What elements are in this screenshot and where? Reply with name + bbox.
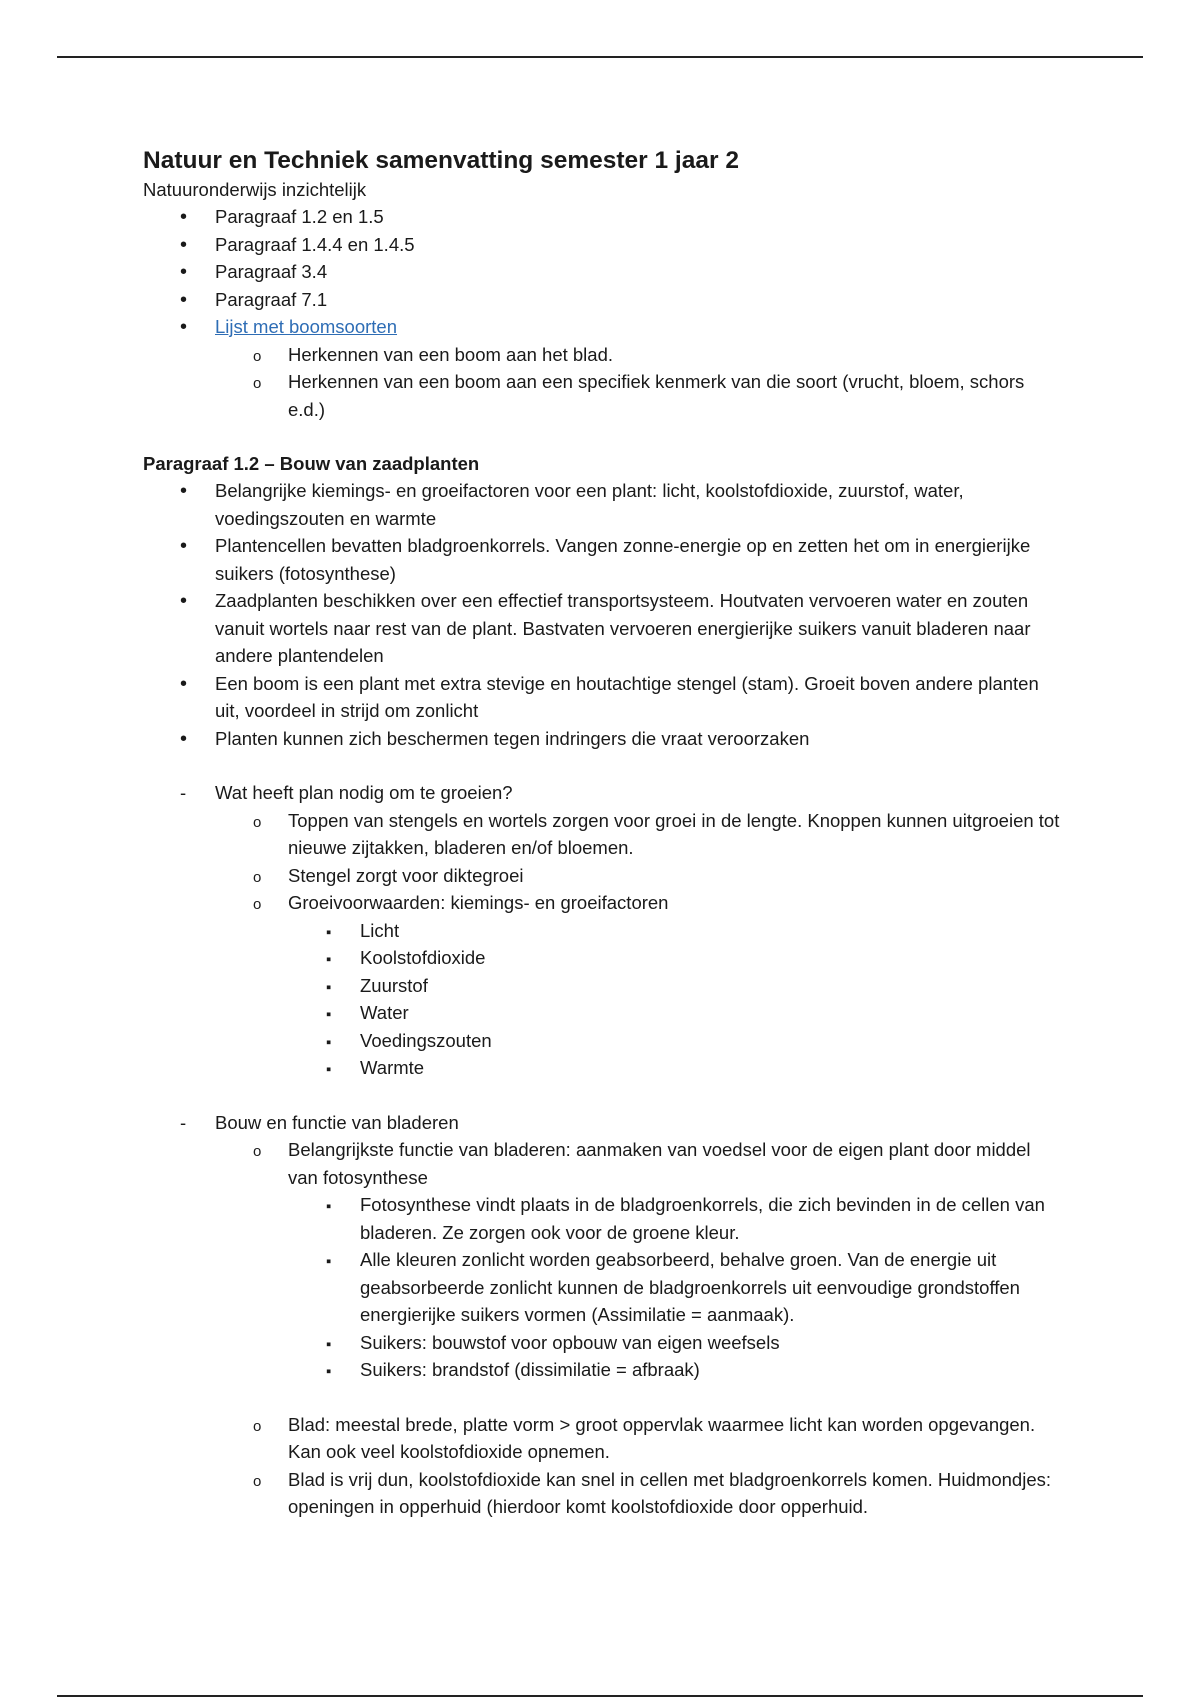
list-item: • Paragraaf 1.2 en 1.5: [143, 203, 1063, 231]
square-bullet-icon: [326, 1329, 331, 1359]
bullet-icon: [180, 286, 187, 315]
square-bullet-icon: [326, 1191, 331, 1221]
list-item: o Herkennen van een boom aan het blad.: [143, 341, 1063, 369]
circle-bullet-icon: [253, 1466, 261, 1496]
circle-bullet-icon: [253, 889, 261, 919]
bullet-icon: [180, 258, 187, 287]
list-item: ▪ Zuurstof: [143, 972, 1063, 1000]
list-item: o Groeivoorwaarden: kiemings- en groeifactoren: [143, 889, 1063, 917]
list-item: • Zaadplanten beschikken over een effectief transportsysteem. Houtvaten vervoeren water en zouten vanuit wortels naar rest van de plant. Bastvaten vervoeren energierijke suikers vanuit bladeren naar andere plantendelen: [143, 587, 1063, 670]
circle-bullet-icon: [253, 862, 261, 892]
circle-bullet-icon: [253, 368, 261, 398]
bullet-icon: [180, 670, 187, 699]
dash-icon: [180, 1109, 186, 1137]
section-heading: Paragraaf 1.2 – Bouw van zaadplanten: [143, 453, 480, 474]
list-item: ▪ Suikers: brandstof (dissimilatie = afbraak): [143, 1356, 1063, 1384]
list-item: o Belangrijkste functie van bladeren: aanmaken van voedsel voor de eigen plant door middel van fotosynthese: [143, 1136, 1063, 1191]
header-rule: [57, 56, 1143, 58]
list-item: • Planten kunnen zich beschermen tegen indringers die vraat veroorzaken: [143, 725, 1063, 753]
section-bullets: [143, 477, 1063, 752]
list-item: ▪ Water: [143, 999, 1063, 1027]
footer-rule: [57, 1695, 1143, 1697]
circle-bullet-icon: [253, 807, 261, 837]
square-bullet-icon: [326, 999, 331, 1029]
list-item: ▪ Alle kleuren zonlicht worden geabsorbeerd, behalve groen. Van de energie uit geabsorbeerde zonlicht kunnen de bladgroenkorrels uit eenvoudige grondstoffen energierijke suikers vormen (Assimilatie = aanmaak).: [143, 1246, 1063, 1329]
document-body: [143, 146, 1063, 1521]
list-item: • Een boom is een plant met extra stevige en houtachtige stengel (stam). Groeit boven andere planten uit, voordeel in strijd om zonlicht: [143, 670, 1063, 725]
square-bullet-icon: [326, 1356, 331, 1386]
list-item: • Paragraaf 3.4: [143, 258, 1063, 286]
list-item: ▪ Suikers: bouwstof voor opbouw van eigen weefsels: [143, 1329, 1063, 1357]
circle-bullet-icon: [253, 1411, 261, 1441]
document-title: Natuur en Techniek samenvatting semester 1 jaar 2: [143, 147, 739, 174]
square-bullet-icon: [326, 1027, 331, 1057]
toc-list: [143, 203, 1063, 423]
list-item: - Bouw en functie van bladeren: [143, 1109, 1063, 1137]
list-item: o Stengel zorgt voor diktegroei: [143, 862, 1063, 890]
square-bullet-icon: [326, 944, 331, 974]
list-item: o Toppen van stengels en wortels zorgen voor groei in de lengte. Knoppen kunnen uitgroeien tot nieuwe zijtakken, bladeren en/of bloemen.: [143, 807, 1063, 862]
bullet-icon: [180, 477, 187, 506]
bullet-icon: [180, 532, 187, 561]
list-item: ▪ Licht: [143, 917, 1063, 945]
list-item: • Plantencellen bevatten bladgroenkorrels. Vangen zonne-energie op en zetten het om in energierijke suikers (fotosynthese): [143, 532, 1063, 587]
square-bullet-icon: [326, 1054, 331, 1084]
list-item: - Wat heeft plan nodig om te groeien?: [143, 779, 1063, 807]
list-item: ▪ Warmte: [143, 1054, 1063, 1082]
bullet-icon: [180, 203, 187, 232]
list-item: ▪ Fotosynthese vindt plaats in de bladgroenkorrels, die zich bevinden in de cellen van bladeren. Ze zorgen ook voor de groene kleur.: [143, 1191, 1063, 1246]
growth-question: [143, 779, 1063, 1082]
list-item: [143, 313, 1063, 341]
list-item: ▪ Koolstofdioxide: [143, 944, 1063, 972]
circle-bullet-icon: [253, 1136, 261, 1166]
list-item: o Blad: meestal brede, platte vorm > groot oppervlak waarmee licht kan worden opgevangen. Kan ook veel koolstofdioxide opnemen.: [143, 1411, 1063, 1466]
bullet-icon: [180, 313, 187, 342]
leaves-question: [143, 1109, 1063, 1521]
dash-icon: [180, 779, 186, 807]
bullet-icon: [180, 725, 187, 754]
bullet-icon: [180, 587, 187, 616]
list-item: o Herkennen van een boom aan een specifiek kenmerk van die soort (vrucht, bloem, schors e.d.): [143, 368, 1063, 423]
list-item: ▪ Voedingszouten: [143, 1027, 1063, 1055]
document-subtitle: Natuuronderwijs inzichtelijk: [143, 179, 367, 200]
square-bullet-icon: [326, 1246, 331, 1276]
bullet-icon: [180, 231, 187, 260]
list-item: • Paragraaf 1.4.4 en 1.4.5: [143, 231, 1063, 259]
square-bullet-icon: [326, 972, 331, 1002]
boomsoorten-link[interactable]: Lijst met boomsoorten: [215, 316, 398, 337]
square-bullet-icon: [326, 917, 331, 947]
circle-bullet-icon: [253, 341, 261, 371]
list-item: • Belangrijke kiemings- en groeifactoren voor een plant: licht, koolstofdioxide, zuurstof, water, voedingszouten en warmte: [143, 477, 1063, 532]
list-item: • Paragraaf 7.1: [143, 286, 1063, 314]
list-item: o Blad is vrij dun, koolstofdioxide kan snel in cellen met bladgroenkorrels komen. Huidmondjes: openingen in opperhuid (hierdoor komt koolstofdioxide door opperhuid.: [143, 1466, 1063, 1521]
